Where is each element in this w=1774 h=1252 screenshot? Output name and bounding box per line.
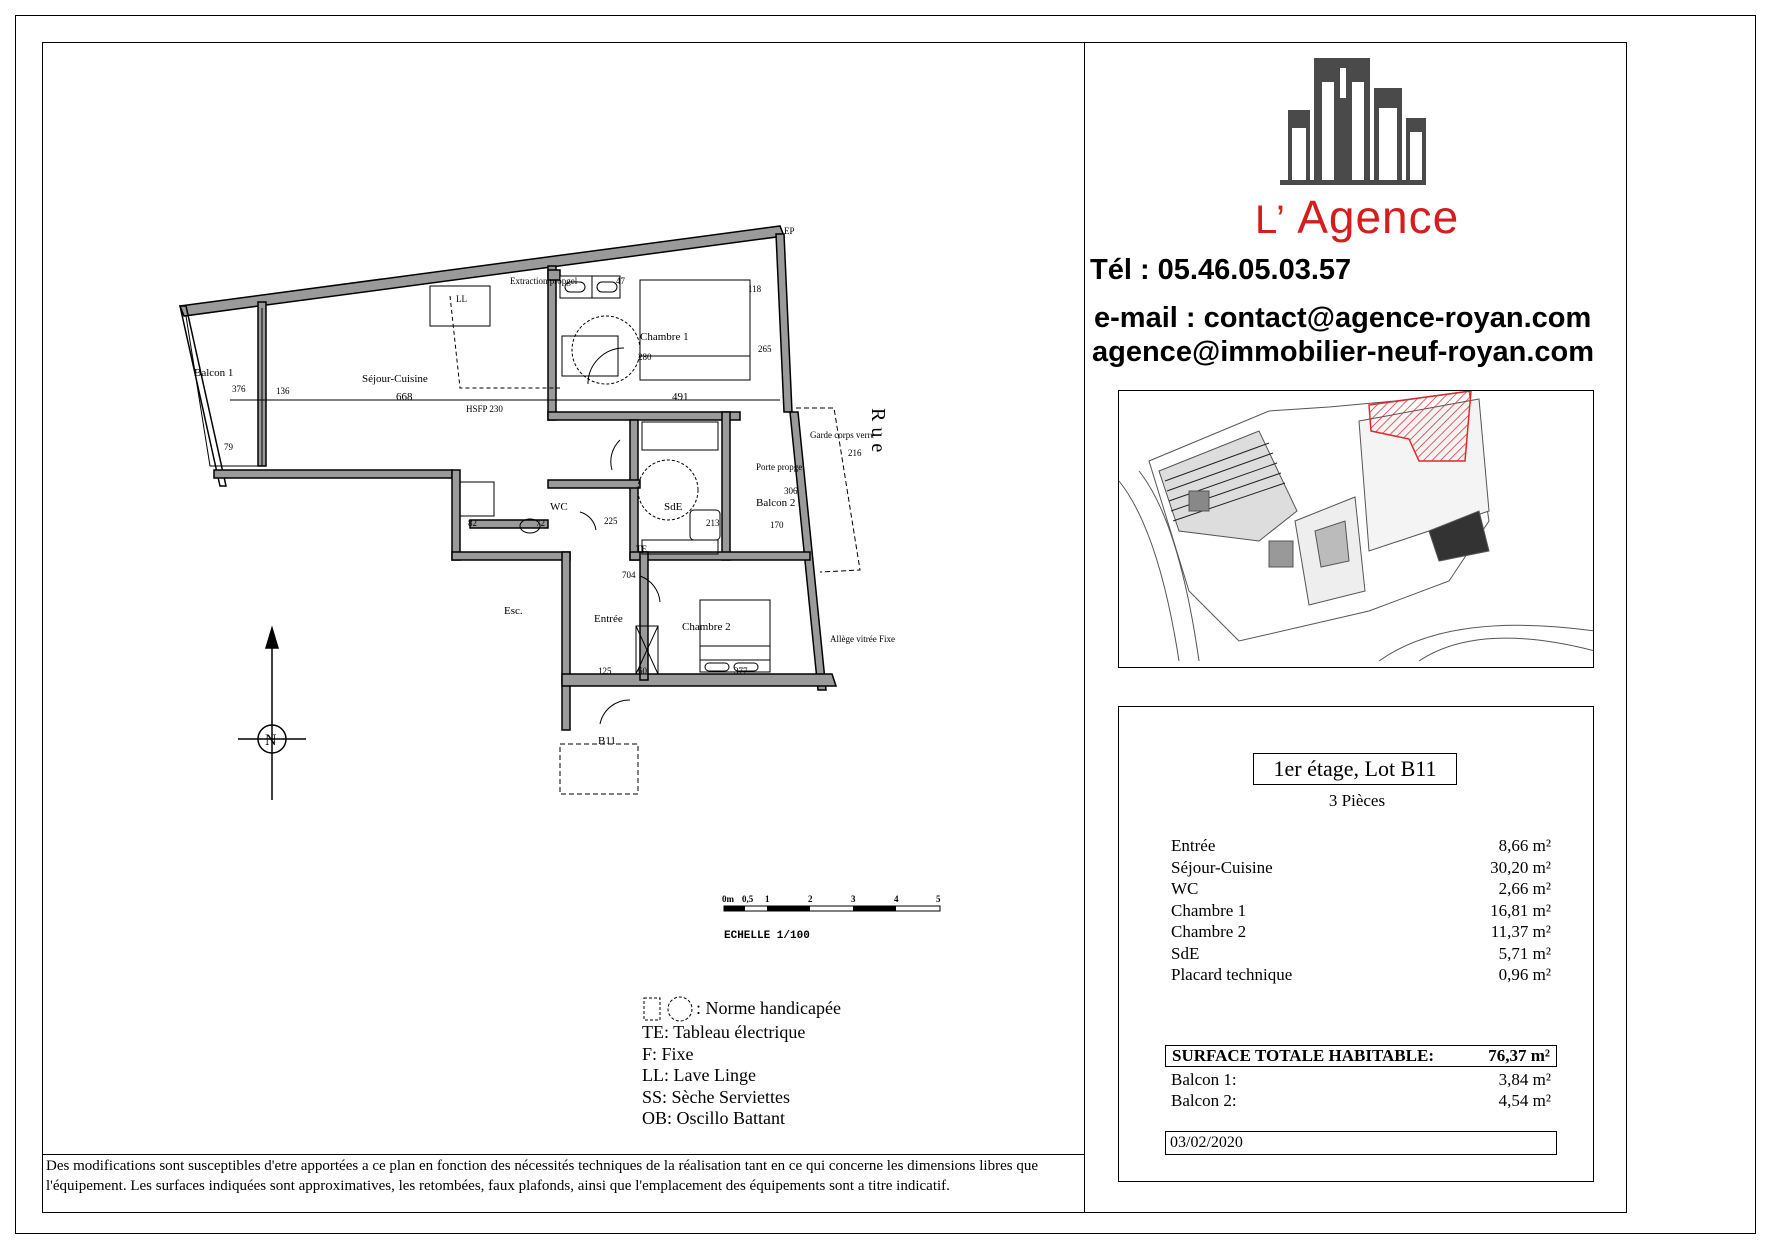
room-label: Esc.: [504, 605, 523, 617]
scale-bar: [722, 894, 941, 911]
scale-tick: 2: [808, 894, 813, 904]
balcony-area-list: [1171, 1069, 1551, 1111]
room-label: WC: [550, 501, 568, 513]
dim-label: 704: [622, 570, 636, 580]
room-row: Chambre 1 16,81 m²: [1171, 900, 1551, 920]
room-area-list: [1171, 835, 1551, 986]
plan-date: 03/02/2020: [1165, 1131, 1557, 1155]
legend-item: OB: Oscillo Battant: [642, 1108, 785, 1128]
footer-separator: [42, 1154, 1084, 1155]
note-label: HSFP 230: [466, 404, 503, 414]
dim-label: 72: [536, 518, 545, 528]
note-label: Allège vitrée Fixe: [830, 634, 895, 644]
site-plan: [1118, 390, 1594, 668]
room-row: Entrée 8,66 m²: [1171, 836, 1551, 855]
dim-label: 136: [276, 386, 290, 396]
note-label: Porte propgel: [756, 462, 805, 472]
note-label: Extraction propgel: [510, 276, 578, 286]
north-arrow-icon: [238, 628, 306, 800]
dim-label: 82: [468, 518, 477, 528]
room-label: Balcon 1: [194, 367, 234, 379]
dim-label: 79: [224, 442, 233, 452]
agency-phone[interactable]: Tél : 05.46.05.03.57: [1090, 254, 1352, 286]
room-label: B11: [598, 735, 616, 747]
note-label: LL: [456, 294, 467, 304]
room-label: SdE: [664, 501, 683, 513]
scale-tick: 3: [851, 894, 856, 904]
scale-tick: 4: [894, 894, 899, 904]
legend: [642, 996, 841, 1130]
plan-dimensions: [194, 226, 895, 747]
dim-label: 170: [770, 520, 784, 530]
balcony-row: Balcon 1: 3,84 m²: [1171, 1070, 1551, 1089]
room-label: Chambre 1: [640, 331, 689, 343]
room-label: Séjour-Cuisine: [362, 373, 428, 385]
scale-tick: 1: [765, 894, 770, 904]
agency-email-1[interactable]: e-mail : contact@agence-royan.com: [1094, 302, 1592, 334]
agency-email-2[interactable]: agence@immobilier-neuf-royan.com: [1092, 336, 1595, 368]
dim-label: 225: [604, 516, 618, 526]
dim-label: 306: [784, 486, 798, 496]
note-label: TE: [636, 544, 647, 554]
dim-label: 491: [672, 391, 689, 403]
street-label: Rue: [867, 408, 889, 459]
dim-label: 668: [396, 391, 413, 403]
room-row: SdE 5,71 m²: [1171, 943, 1551, 963]
balcony-row: Balcon 2: 4,54 m²: [1171, 1091, 1551, 1110]
legend-item: LL: Lave Linge: [642, 1065, 756, 1085]
dim-label: 280: [638, 352, 652, 362]
dim-label: 377: [734, 666, 748, 676]
dim-label: 376: [232, 384, 246, 394]
room-row: Séjour-Cuisine 30,20 m²: [1171, 857, 1551, 877]
scale-tick: 0,5: [742, 894, 754, 904]
agency-logo-icon: [1260, 48, 1440, 188]
lot-info-box: [1118, 706, 1594, 1182]
norme-handicapee-icon: [642, 996, 696, 1022]
dim-label: 60: [638, 666, 647, 676]
svg-text:N: N: [265, 732, 277, 749]
note-label: EP: [784, 226, 795, 236]
note-label: Garde corps verre: [810, 430, 875, 440]
legend-item: F: Fixe: [642, 1043, 694, 1064]
dim-label: 125: [598, 666, 612, 676]
room-label: Entrée: [594, 613, 623, 625]
dim-label: 213: [706, 518, 720, 528]
dim-label: 118: [748, 284, 762, 294]
legend-item: SS: Sèche Serviettes: [642, 1086, 790, 1107]
room-row: Chambre 2 11,37 m²: [1171, 922, 1551, 941]
column-separator: [1084, 42, 1085, 1213]
scale-tick: 5: [936, 894, 941, 904]
disclaimer: Des modifications sont susceptibles d'etre apportées a ce plan en fonction des nécessités techniques de la réalisation tant en ce qui concerne les dimensions libres que l'équipement. Les surfaces indiquées sont approximatives, les retombées, faux plafonds, ainsi que l'emplacement des équipements sont a titre indicatif.: [46, 1158, 1038, 1194]
room-label: Chambre 2: [682, 621, 731, 633]
room-label: Balcon 2: [756, 497, 796, 509]
room-row: WC 2,66 m²: [1171, 879, 1551, 898]
scale-tick: 0m: [722, 894, 734, 904]
lot-title: 1er étage, Lot B11: [1253, 753, 1457, 785]
walls: [180, 226, 836, 730]
dim-label: 265: [758, 344, 772, 354]
agency-brand: L’ Agence: [1255, 191, 1460, 243]
dim-label: 47: [616, 276, 625, 286]
lot-pieces: 3 Pièces: [1328, 791, 1386, 810]
scale-label: ECHELLE 1/100: [724, 930, 810, 942]
room-row: Placard technique 0,96 m²: [1171, 965, 1551, 984]
dim-label: 216: [848, 448, 862, 458]
legend-item: : Norme handicapée: [696, 998, 841, 1019]
legend-item: TE: Tableau électrique: [642, 1022, 806, 1042]
total-surface: SURFACE TOTALE HABITABLE: 76,37 m²: [1165, 1045, 1557, 1067]
